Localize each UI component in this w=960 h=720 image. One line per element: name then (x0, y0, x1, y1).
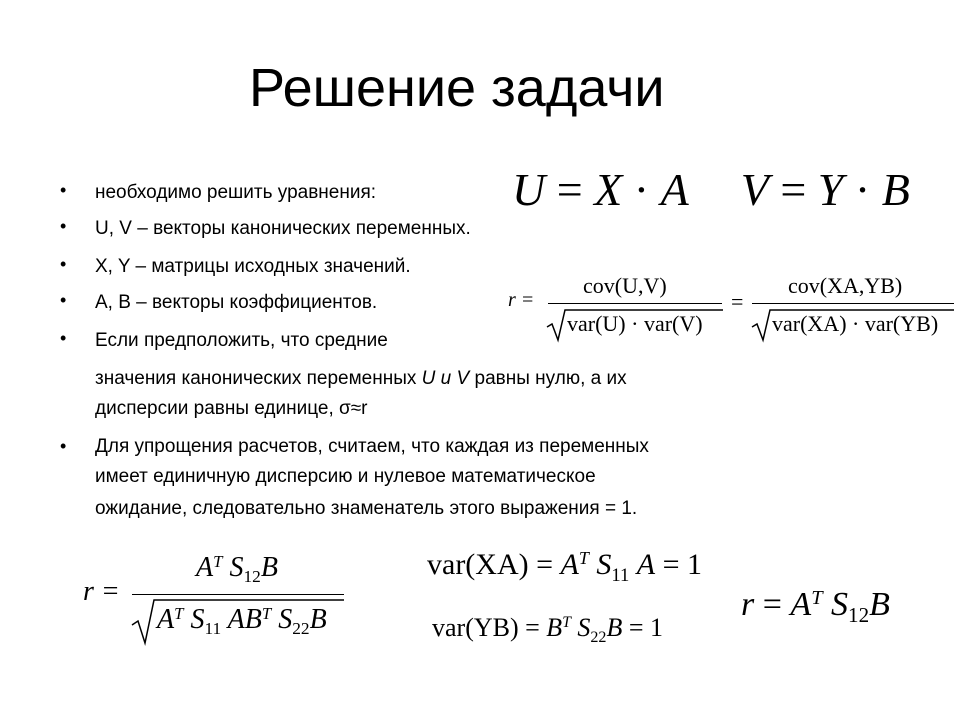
sym-eq: = (545, 164, 595, 215)
sub-12: 12 (243, 567, 261, 587)
sym-b: B (546, 613, 563, 642)
sym-a: A (790, 586, 812, 623)
sym-r: r (741, 586, 755, 623)
sup-t: T (811, 586, 823, 609)
fraction1-bar (548, 303, 722, 304)
bullet-dot: • (60, 328, 67, 348)
bullet-text-line: имеет единичную дисперсию и нулевое математическое (95, 466, 596, 487)
sym-dot: · (622, 164, 661, 215)
sym-a: A (157, 604, 175, 635)
numerator (196, 551, 278, 587)
var-u: U (421, 368, 436, 389)
text-span: значения канонических переменных (95, 368, 422, 389)
denominator (157, 603, 327, 639)
sub-11: 11 (204, 619, 222, 639)
sup-t: T (174, 603, 184, 623)
sym-a: A (560, 548, 579, 581)
fraction1-denominator: var(U) · var(V) (567, 311, 703, 336)
bullet-text-line: ожидание, следовательно знаменатель этого выражения = 1. (95, 498, 638, 519)
fraction2-bar (752, 303, 954, 304)
sub-22: 22 (292, 619, 310, 639)
sym-eq: = (768, 164, 818, 215)
sym-a: A (636, 548, 656, 581)
fraction2-denominator: var(XA) · var(YB) (772, 311, 939, 336)
sup-t: T (213, 551, 223, 571)
sym-b: B (260, 552, 278, 583)
bullet-dot: • (60, 436, 67, 456)
sym-r: r = (508, 289, 535, 311)
bullet-text: необходимо решить уравнения: (95, 182, 377, 203)
lhs: var(XA) = (427, 548, 561, 581)
bullet-dot: • (60, 254, 67, 274)
sym-eq: = (754, 586, 791, 623)
sym-b: B (869, 586, 890, 623)
sym-s: S (596, 548, 612, 581)
fraction-bar (132, 594, 344, 595)
sub-11: 11 (611, 564, 630, 586)
sym-ab: AB (227, 604, 262, 635)
bullet-text: X, Y – матрицы исходных значений. (95, 256, 411, 277)
conj: и (435, 368, 457, 389)
slide-title: Решение задачи (249, 58, 665, 118)
rhs: = 1 (655, 548, 703, 581)
bullet-dot: • (60, 180, 67, 200)
sym-y: Y (817, 164, 844, 215)
sym-u: U (512, 164, 546, 215)
sup-t: T (562, 614, 571, 632)
sym-s: S (190, 604, 205, 635)
lhs: var(YB) = (432, 613, 547, 642)
sym-r: r = (83, 576, 120, 607)
var-v: V (456, 368, 470, 389)
bullet-text: Для упрощения расчетов, считаем, что каждая из переменных (95, 436, 649, 457)
sup-t: T (578, 548, 589, 569)
sym-s: S (577, 613, 591, 642)
sym-eq: = (731, 289, 744, 314)
sym-s: S (831, 586, 849, 623)
sym-a: A (660, 164, 689, 215)
rhs: = 1 (622, 613, 664, 642)
fraction2-numerator: cov(XA,YB) (788, 273, 903, 298)
bullet-text: A, B – векторы коэффициентов. (95, 292, 378, 313)
sym-b: B (309, 604, 327, 635)
sym-b: B (606, 613, 623, 642)
sub-12: 12 (848, 603, 870, 628)
sym-dot: · (843, 164, 882, 215)
text-span: равны нулю, а их (469, 368, 627, 389)
fraction1-numerator: cov(U,V) (583, 273, 667, 298)
sup-t: T (261, 603, 272, 623)
bullet-text-line: дисперсии равны единице, σ≈r (95, 398, 368, 419)
equation-var-yb (432, 613, 664, 646)
equation-main (512, 162, 910, 218)
bullet-dot: • (60, 290, 67, 310)
equation-var-xa (427, 548, 703, 586)
bullet-text: Если предположить, что средние (95, 330, 388, 351)
bullet-text-line (95, 366, 627, 392)
sym-b: B (881, 164, 910, 215)
sym-x: X (594, 164, 623, 215)
equation-final (741, 586, 890, 628)
sym-v: V (740, 164, 769, 215)
sym-a: A (196, 552, 214, 583)
bullet-dot: • (60, 216, 67, 236)
bullet-text: U, V – векторы канонических переменных. (95, 218, 471, 239)
sub-22: 22 (590, 628, 607, 646)
sym-s: S (229, 552, 244, 583)
sym-s: S (278, 604, 293, 635)
